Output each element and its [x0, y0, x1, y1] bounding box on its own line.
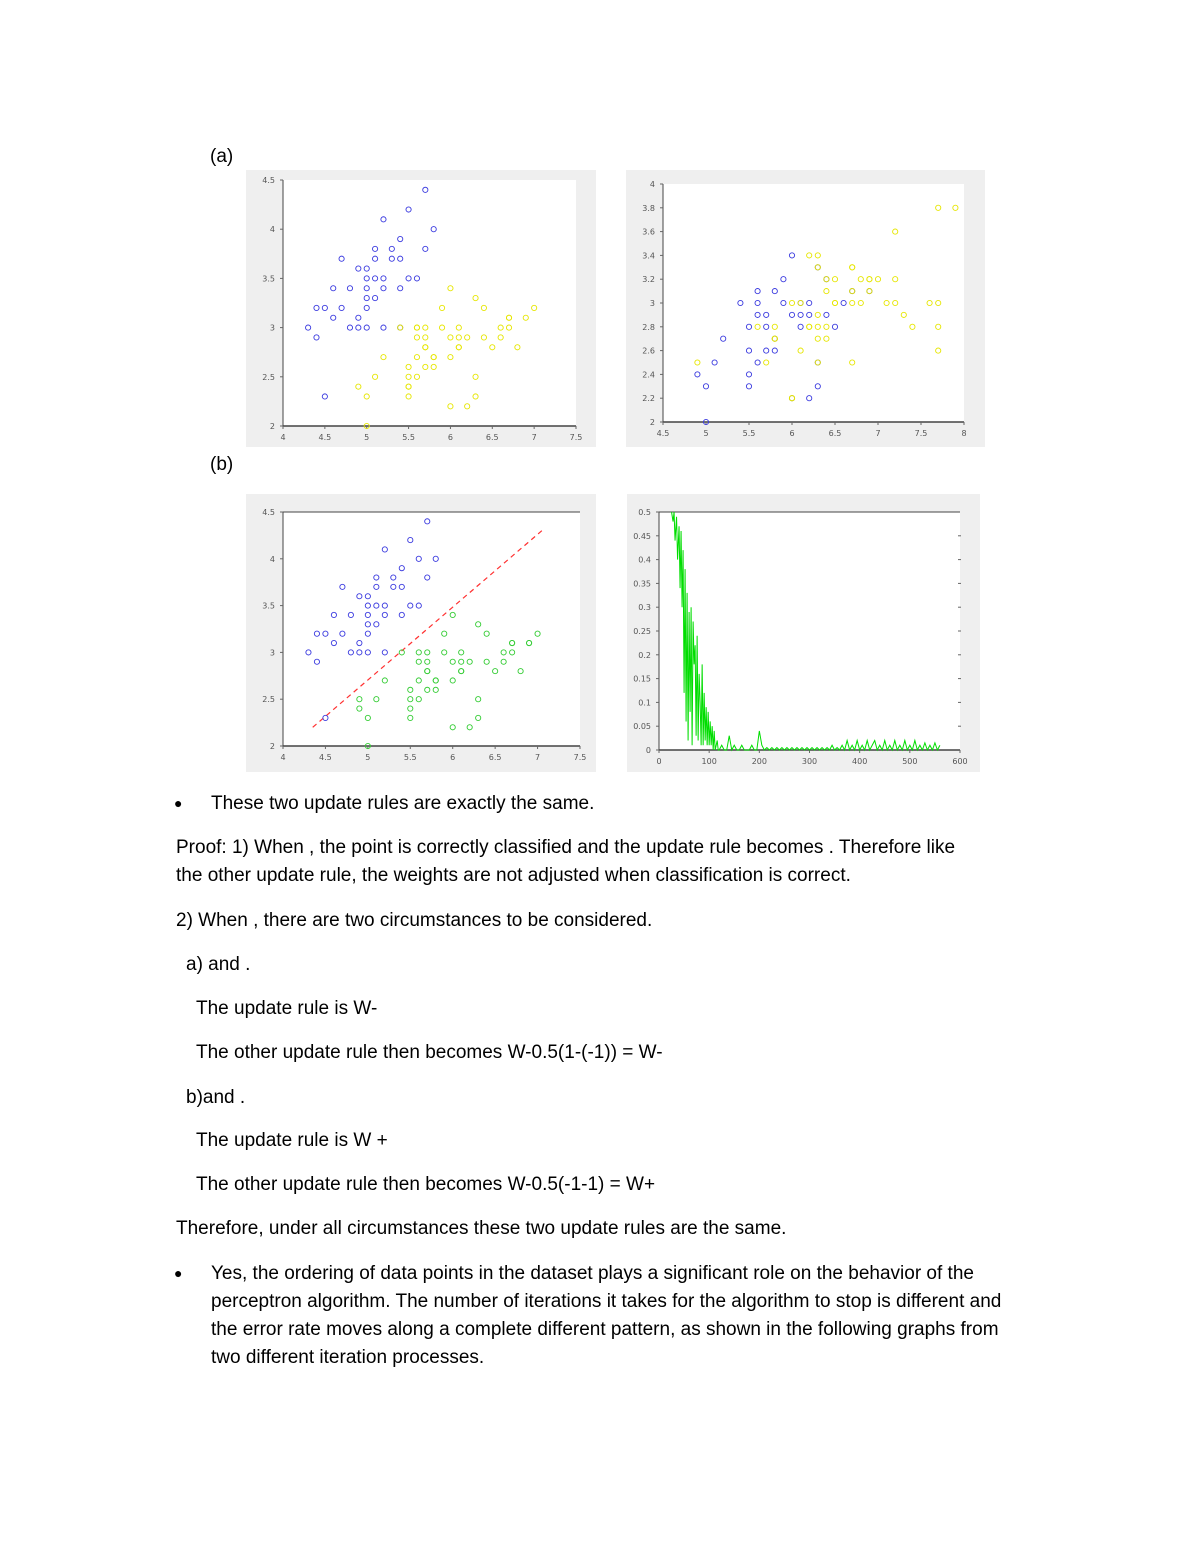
y-tick-label: 2.8: [642, 322, 655, 332]
y-tick-label: 0: [645, 746, 651, 755]
x-tick-label: 4: [280, 433, 286, 442]
scatter-plot-a-left-svg: [246, 170, 596, 447]
case-2-intro: 2) When , there are two circumstances to be considered.: [176, 910, 653, 931]
x-tick-label: 5: [703, 429, 709, 438]
bullet-marker-2: ●: [174, 1265, 183, 1281]
x-tick-label: 400: [852, 757, 868, 766]
y-tick-label: 0.4: [638, 555, 651, 565]
x-tick-label: 300: [801, 757, 818, 766]
y-tick-label: 2.2: [642, 394, 655, 404]
x-tick-label: 5: [365, 753, 371, 762]
x-tick-label: 600: [952, 757, 968, 766]
x-tick-label: 8: [961, 429, 967, 438]
scatter-plot-a-right: [626, 170, 985, 447]
y-tick-label: 0.25: [633, 627, 651, 636]
x-tick-label: 7: [875, 429, 881, 438]
x-tick-label: 7.5: [914, 429, 928, 438]
y-tick-label: 4: [269, 554, 275, 564]
case-a-rule-2: The other update rule then becomes W-0.5(1-(-1)) = W-: [196, 1042, 663, 1063]
proof-line-1: Proof: 1) When , the point is correctly classified and the update rule becomes . Therefore like: [176, 837, 956, 858]
x-tick-label: 200: [751, 757, 767, 766]
y-tick-label: 2: [269, 422, 275, 431]
y-tick-label: 0.2: [638, 650, 651, 660]
x-tick-label: 4: [280, 753, 286, 762]
scatter-plot-b-left-svg: [246, 494, 596, 772]
y-tick-label: 3.8: [642, 203, 655, 213]
plot-area: [283, 180, 576, 426]
y-tick-label: 3: [269, 323, 275, 333]
bullet-text-1: These two update rules are exactly the same.: [211, 793, 595, 814]
x-tick-label: 5: [364, 433, 370, 442]
y-tick-label: 0.05: [633, 722, 651, 732]
figure-label-b: (b): [210, 454, 234, 475]
x-tick-label: 7: [531, 433, 537, 442]
y-tick-label: 2: [269, 742, 275, 751]
y-tick-label: 2.6: [642, 346, 655, 356]
y-tick-label: 2: [649, 418, 655, 427]
conclusion-text: Therefore, under all circumstances these two update rules are the same.: [176, 1218, 787, 1239]
y-tick-label: 0.5: [638, 508, 651, 517]
y-tick-label: 0.1: [638, 698, 651, 708]
proof-line-2: the other update rule, the weights are not adjusted when classification is correct.: [176, 865, 851, 886]
y-tick-label: 4.5: [262, 508, 275, 517]
x-tick-label: 5.5: [403, 753, 417, 762]
x-tick-label: 6.5: [828, 429, 842, 438]
y-tick-label: 3.5: [262, 274, 275, 284]
x-tick-label: 4.5: [319, 753, 332, 762]
y-tick-label: 3: [269, 648, 275, 658]
y-tick-label: 4: [269, 225, 275, 235]
x-tick-label: 6.5: [485, 433, 499, 442]
y-tick-label: 3.5: [262, 601, 275, 611]
scatter-plot-a-left: [246, 170, 596, 447]
y-tick-label: 3.4: [642, 251, 655, 261]
x-tick-label: 6.5: [488, 753, 502, 762]
error-rate-plot-b-right: [627, 494, 980, 772]
x-tick-label: 7.5: [573, 753, 587, 762]
plot-area: [283, 512, 580, 746]
case-a-rule-1: The update rule is W-: [196, 998, 378, 1019]
y-tick-label: 3: [649, 299, 655, 308]
case-b-rule-1: The update rule is W +: [196, 1130, 388, 1151]
y-tick-label: 0.45: [633, 531, 651, 541]
case-a-heading: a) and .: [186, 954, 251, 975]
x-tick-label: 7: [535, 753, 541, 762]
x-tick-label: 6: [450, 753, 456, 762]
y-tick-label: 2.5: [262, 695, 275, 705]
scatter-plot-a-right-svg: [626, 170, 985, 447]
scatter-plot-b-left: [246, 494, 596, 772]
y-tick-label: 2.5: [262, 372, 275, 382]
x-tick-label: 5.5: [742, 429, 756, 438]
figure-label-a: (a): [210, 146, 234, 167]
y-tick-label: 0.3: [638, 603, 651, 613]
x-tick-label: 7.5: [569, 433, 583, 442]
y-tick-label: 0.15: [633, 674, 651, 684]
case-b-rule-2: The other update rule then becomes W-0.5(-1-1) = W+: [196, 1174, 656, 1195]
y-tick-label: 4.5: [262, 176, 275, 185]
y-tick-label: 2.4: [642, 370, 655, 380]
y-tick-label: 3.2: [642, 275, 655, 285]
x-tick-label: 100: [701, 757, 717, 766]
x-tick-label: 0: [656, 757, 662, 766]
y-tick-label: 4: [649, 180, 655, 189]
x-tick-label: 6: [789, 429, 795, 438]
case-b-heading: b)and .: [186, 1087, 246, 1108]
x-tick-label: 5.5: [402, 433, 415, 442]
y-tick-label: 0.35: [633, 579, 651, 589]
x-tick-label: 500: [902, 757, 918, 766]
bullet-text-2: Yes, the ordering of data points in the dataset plays a significant role on the behavior of the perceptron algorithm. The number of iterations it takes for the algorithm to stop is different and the error rate moves along a complete different pattern, as shown in the following graphs from two different iteration processes.: [211, 1263, 1002, 1368]
x-tick-label: 4.5: [656, 429, 670, 438]
y-tick-label: 3.6: [642, 227, 655, 237]
bullet-marker-1: ●: [174, 795, 183, 811]
x-tick-label: 6: [447, 433, 453, 442]
x-tick-label: 4.5: [318, 433, 332, 442]
error-rate-plot-b-right-svg: [627, 494, 980, 772]
